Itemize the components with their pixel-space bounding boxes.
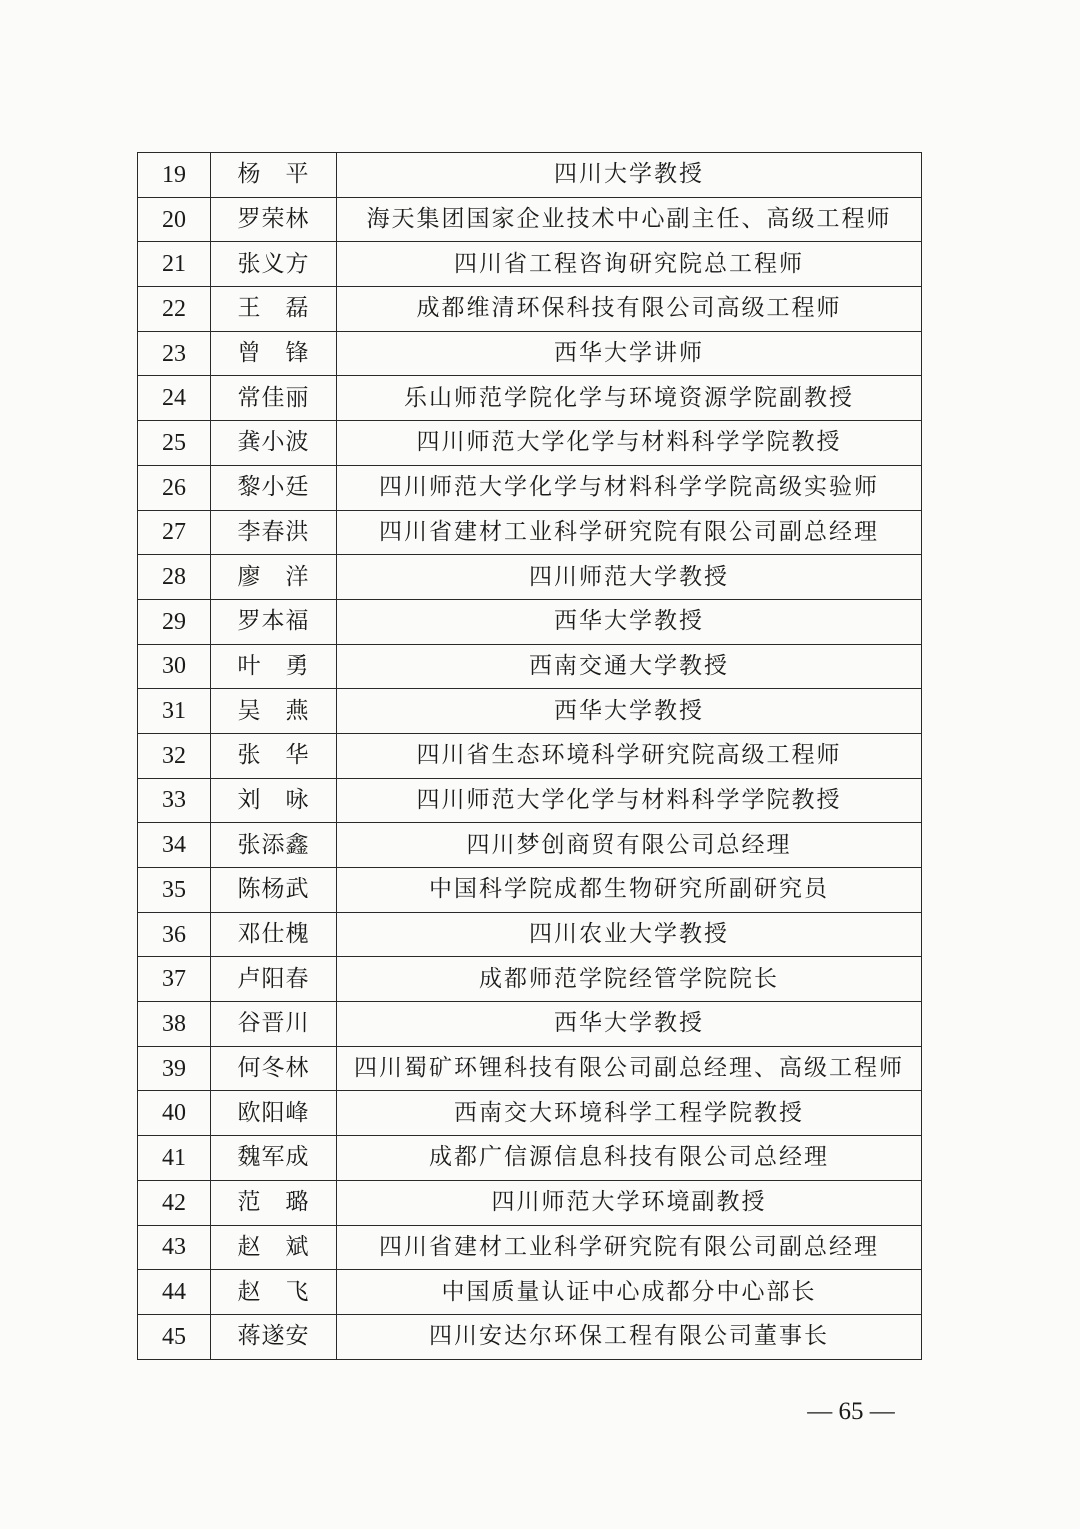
person-name: 蒋遂安 (211, 1314, 337, 1359)
table-row (138, 957, 922, 1002)
person-name: 曾 锋 (211, 331, 337, 376)
affiliation-title: 四川师范大学教授 (337, 555, 922, 600)
person-name: 李春洪 (211, 510, 337, 555)
affiliation-title: 四川省生态环境科学研究院高级工程师 (337, 733, 922, 778)
affiliation-title: 乐山师范学院化学与环境资源学院副教授 (337, 376, 922, 421)
row-number: 42 (138, 1180, 211, 1225)
affiliation-title: 西南交大环境科学工程学院教授 (337, 1091, 922, 1136)
row-number: 30 (138, 644, 211, 689)
table-row (138, 1225, 922, 1270)
person-name: 刘 咏 (211, 778, 337, 823)
table-row (138, 153, 922, 198)
person-name: 罗荣林 (211, 197, 337, 242)
table-row (138, 555, 922, 600)
affiliation-title: 海天集团国家企业技术中心副主任、高级工程师 (337, 197, 922, 242)
row-number: 37 (138, 957, 211, 1002)
affiliation-title: 成都维清环保科技有限公司高级工程师 (337, 287, 922, 332)
table-row (138, 868, 922, 913)
affiliation-title: 四川师范大学化学与材料科学学院教授 (337, 421, 922, 466)
row-number: 41 (138, 1136, 211, 1181)
person-name: 王 磊 (211, 287, 337, 332)
affiliation-title: 四川师范大学化学与材料科学学院教授 (337, 778, 922, 823)
affiliation-title: 中国质量认证中心成都分中心部长 (337, 1270, 922, 1315)
row-number: 33 (138, 778, 211, 823)
person-name: 叶 勇 (211, 644, 337, 689)
person-name: 张添鑫 (211, 823, 337, 868)
person-name: 谷晋川 (211, 1002, 337, 1047)
table-row (138, 1270, 922, 1315)
row-number: 24 (138, 376, 211, 421)
row-number: 25 (138, 421, 211, 466)
row-number: 21 (138, 242, 211, 287)
row-number: 40 (138, 1091, 211, 1136)
affiliation-title: 西华大学教授 (337, 1002, 922, 1047)
row-number: 35 (138, 868, 211, 913)
row-number: 29 (138, 599, 211, 644)
table-row (138, 465, 922, 510)
table-row (138, 242, 922, 287)
affiliation-title: 四川师范大学化学与材料科学学院高级实验师 (337, 465, 922, 510)
row-number: 32 (138, 733, 211, 778)
table-row (138, 376, 922, 421)
row-number: 31 (138, 689, 211, 734)
affiliation-title: 四川省工程咨询研究院总工程师 (337, 242, 922, 287)
affiliation-title: 四川师范大学环境副教授 (337, 1180, 922, 1225)
row-number: 23 (138, 331, 211, 376)
table-row (138, 197, 922, 242)
person-name: 赵 斌 (211, 1225, 337, 1270)
affiliation-title: 西华大学教授 (337, 599, 922, 644)
affiliation-title: 成都广信源信息科技有限公司总经理 (337, 1136, 922, 1181)
person-name: 龚小波 (211, 421, 337, 466)
row-number: 36 (138, 912, 211, 957)
table-row (138, 599, 922, 644)
affiliation-title: 四川大学教授 (337, 153, 922, 198)
row-number: 44 (138, 1270, 211, 1315)
table-row (138, 287, 922, 332)
person-name: 赵 飞 (211, 1270, 337, 1315)
person-name: 卢阳春 (211, 957, 337, 1002)
person-name: 黎小廷 (211, 465, 337, 510)
table-row (138, 331, 922, 376)
person-name: 邓仕槐 (211, 912, 337, 957)
affiliation-title: 四川农业大学教授 (337, 912, 922, 957)
row-number: 34 (138, 823, 211, 868)
row-number: 28 (138, 555, 211, 600)
row-number: 38 (138, 1002, 211, 1047)
table-row (138, 1002, 922, 1047)
row-number: 22 (138, 287, 211, 332)
affiliation-title: 四川蜀矿环锂科技有限公司副总经理、高级工程师 (337, 1046, 922, 1091)
table-row (138, 1046, 922, 1091)
table-row (138, 644, 922, 689)
person-name: 杨 平 (211, 153, 337, 198)
expert-roster-table (137, 152, 922, 1360)
affiliation-title: 成都师范学院经管学院院长 (337, 957, 922, 1002)
person-name: 魏军成 (211, 1136, 337, 1181)
row-number: 19 (138, 153, 211, 198)
person-name: 陈杨武 (211, 868, 337, 913)
person-name: 罗本福 (211, 599, 337, 644)
row-number: 27 (138, 510, 211, 555)
table-row (138, 823, 922, 868)
table-row (138, 689, 922, 734)
affiliation-title: 西南交通大学教授 (337, 644, 922, 689)
affiliation-title: 四川省建材工业科学研究院有限公司副总经理 (337, 1225, 922, 1270)
table-row (138, 421, 922, 466)
person-name: 欧阳峰 (211, 1091, 337, 1136)
person-name: 范 璐 (211, 1180, 337, 1225)
person-name: 张义方 (211, 242, 337, 287)
person-name: 常佳丽 (211, 376, 337, 421)
affiliation-title: 中国科学院成都生物研究所副研究员 (337, 868, 922, 913)
row-number: 43 (138, 1225, 211, 1270)
table-row (138, 1136, 922, 1181)
row-number: 45 (138, 1314, 211, 1359)
table-row (138, 1180, 922, 1225)
affiliation-title: 四川省建材工业科学研究院有限公司副总经理 (337, 510, 922, 555)
table-row (138, 1314, 922, 1359)
table-row (138, 1091, 922, 1136)
row-number: 26 (138, 465, 211, 510)
roster-body (138, 153, 922, 1360)
person-name: 吴 燕 (211, 689, 337, 734)
affiliation-title: 西华大学讲师 (337, 331, 922, 376)
affiliation-title: 西华大学教授 (337, 689, 922, 734)
affiliation-title: 四川梦创商贸有限公司总经理 (337, 823, 922, 868)
page-number: — 65 — (807, 1398, 895, 1425)
row-number: 20 (138, 197, 211, 242)
table-row (138, 733, 922, 778)
table-row (138, 912, 922, 957)
table-row (138, 510, 922, 555)
row-number: 39 (138, 1046, 211, 1091)
affiliation-title: 四川安达尔环保工程有限公司董事长 (337, 1314, 922, 1359)
person-name: 廖 洋 (211, 555, 337, 600)
table-row (138, 778, 922, 823)
person-name: 张 华 (211, 733, 337, 778)
person-name: 何冬林 (211, 1046, 337, 1091)
